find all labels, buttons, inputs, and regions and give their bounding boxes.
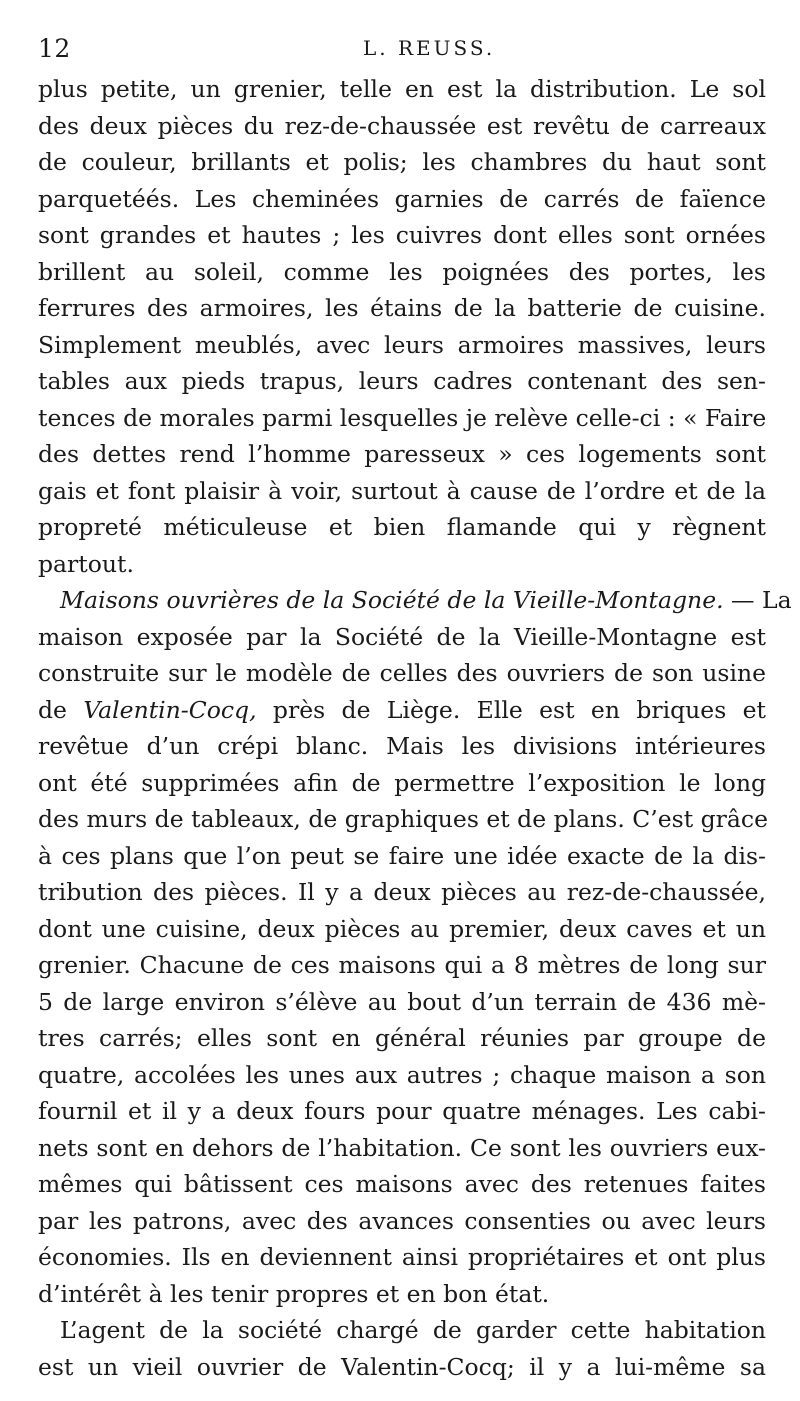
text-line: tribution des pièces. Il y a deux pièces au rez-de-chaussée,	[38, 878, 766, 906]
section-heading-line: Maisons ouvrières de la Société de la Vieille-Montagne. — La	[60, 586, 792, 614]
text-line: maison exposée par la Société de la Vieille-Montagne est	[38, 622, 766, 651]
text-line: des deux pièces du rez-de-chaussée est revêtu de carreaux	[38, 111, 766, 140]
text-line: ont été supprimées afin de permettre l’exposition le long	[38, 768, 766, 797]
text-line: grenier. Chacune de ces maisons qui a 8 mètres de long sur	[38, 951, 766, 979]
text-line: revêtue d’un crépi blanc. Mais les divisions intérieures	[38, 732, 766, 760]
text-line: fournil et il y a deux fours pour quatre ménages. Les cabi-	[38, 1097, 766, 1125]
text-line: brillent au soleil, comme les poignées des portes, les	[38, 257, 766, 286]
text-line: partout.	[38, 549, 134, 578]
text-line: tres carrés; elles sont en général réunies par groupe de	[38, 1024, 766, 1052]
text-line: ferrures des armoires, les étains de la batterie de cuisine.	[38, 294, 766, 322]
section-heading: Maisons ouvrières de la Société de la Vieille-Montagne.	[60, 586, 724, 614]
text-line: tables aux pieds trapus, leurs cadres contenant des sen-	[38, 367, 766, 395]
text-line: parquetéés. Les cheminées garnies de carrés de faïence	[38, 184, 766, 213]
text-line: des murs de tableaux, de graphiques et de plans. C’est grâce	[38, 805, 768, 833]
text-line: d’intérêt à les tenir propres et en bon état.	[38, 1279, 550, 1308]
text-line: est un vieil ouvrier de Valentin-Cocq; il y a lui-même sa	[38, 1352, 766, 1381]
text-line: 5 de large environ s’élève au bout d’un terrain de 436 mè-	[38, 987, 766, 1016]
text-line: quatre, accolées les unes aux autres ; chaque maison a son	[38, 1060, 766, 1089]
text-line: dont une cuisine, deux pièces au premier, deux caves et un	[38, 914, 766, 943]
text-line: de couleur, brillants et polis; les chambres du haut sont	[38, 148, 766, 176]
text-line: économies. Ils en deviennent ainsi propriétaires et ont plus	[38, 1243, 766, 1271]
page-header	[38, 34, 768, 64]
text-line: gais et font plaisir à voir, surtout à cause de l’ordre et de la	[38, 476, 766, 505]
page-number: 12	[38, 34, 71, 63]
body-text	[38, 71, 792, 1385]
running-head: L. REUSS.	[363, 36, 496, 60]
text-line: mêmes qui bâtissent ces maisons avec des retenues faites	[38, 1170, 766, 1198]
text-line: sont grandes et hautes ; les cuivres dont elles sont ornées	[38, 221, 766, 249]
place-name: Valentin-Cocq,	[83, 695, 257, 724]
text-line: Simplement meublés, avec leurs armoires massives, leurs	[38, 330, 766, 359]
text-line: par les patrons, avec des avances consenties ou avec leurs	[38, 1206, 766, 1235]
text-line: de Valentin-Cocq, près de Liège. Elle est en briques et	[38, 695, 766, 724]
text-line: L’agent de la société chargé de garder cette habitation	[60, 1316, 766, 1344]
text-line: des dettes rend l’homme paresseux » ces logements sont	[38, 440, 766, 468]
text-line: propreté méticuleuse et bien flamande qui y règnent	[38, 513, 766, 541]
text-line: tences de morales parmi lesquelles je relève celle-ci : « Faire	[38, 403, 767, 432]
text-line: construite sur le modèle de celles des ouvriers de son usine	[38, 659, 766, 687]
text-line: plus petite, un grenier, telle en est la distribution. Le sol	[38, 75, 766, 103]
text-line: nets sont en dehors de l’habitation. Ce sont les ouvriers eux-	[38, 1133, 766, 1162]
text-line: à ces plans que l’on peut se faire une idée exacte de la dis-	[38, 841, 766, 870]
